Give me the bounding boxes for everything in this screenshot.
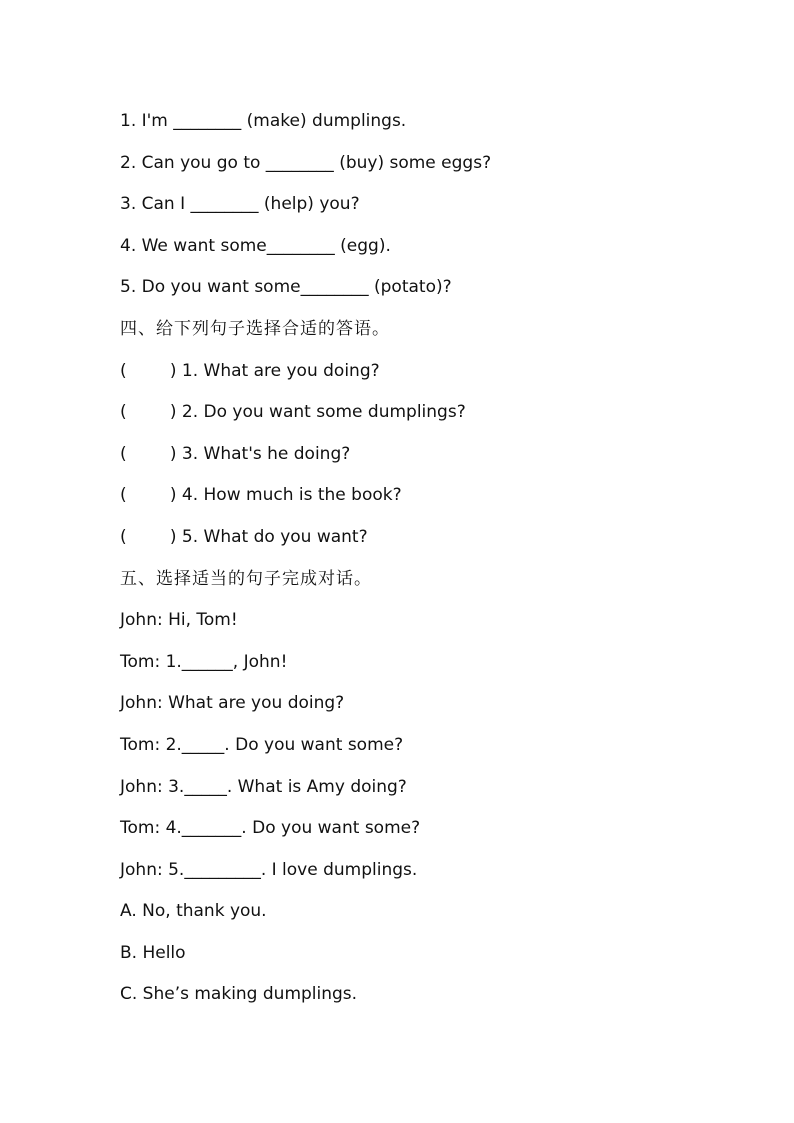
question-item-2: ( ) 2. Do you want some dumplings?: [120, 402, 466, 423]
option-a: A. No, thank you.: [120, 901, 267, 922]
fill-in-item-4: 4. We want some________ (egg).: [120, 235, 391, 256]
section-5-title: 五、选择适当的句子完成对话。: [120, 568, 372, 589]
fill-in-section: [120, 101, 740, 309]
dialogue-line-4: Tom: 2._____. Do you want some?: [120, 734, 404, 755]
option-b: B. Hello: [120, 942, 186, 963]
dialogue-line-1: John: Hi, Tom!: [120, 610, 238, 631]
question-item-1: ( ) 1. What are you doing?: [120, 360, 380, 381]
section-5: [120, 559, 740, 1017]
option-c: C. She’s making dumplings.: [120, 984, 358, 1005]
dialogue-line-6: Tom: 4._______. Do you want some?: [120, 818, 421, 839]
fill-in-item-1: 1. I'm ________ (make) dumplings.: [120, 111, 407, 131]
dialogue-line-7: John: 5._________. I love dumplings.: [120, 859, 418, 880]
dialogue-line-2: Tom: 1.______, John!: [120, 651, 288, 672]
fill-in-item-3: 3. Can I ________ (help) you?: [120, 194, 360, 215]
fill-in-item-5: 5. Do you want some________ (potato)?: [120, 277, 452, 298]
question-item-3: ( ) 3. What's he doing?: [120, 443, 351, 464]
fill-in-item-2: 2. Can you go to ________ (buy) some eggs?: [120, 152, 492, 173]
dialogue-line-5: John: 3._____. What is Amy doing?: [120, 776, 407, 797]
question-item-5: ( ) 5. What do you want?: [120, 526, 368, 547]
dialogue-line-3: John: What are you doing?: [120, 693, 345, 714]
worksheet-page: [120, 101, 740, 1016]
section-4-title: 四、给下列句子选择合适的答语。: [120, 318, 390, 339]
question-item-4: ( ) 4. How much is the book?: [120, 485, 402, 506]
section-4: [120, 309, 740, 559]
